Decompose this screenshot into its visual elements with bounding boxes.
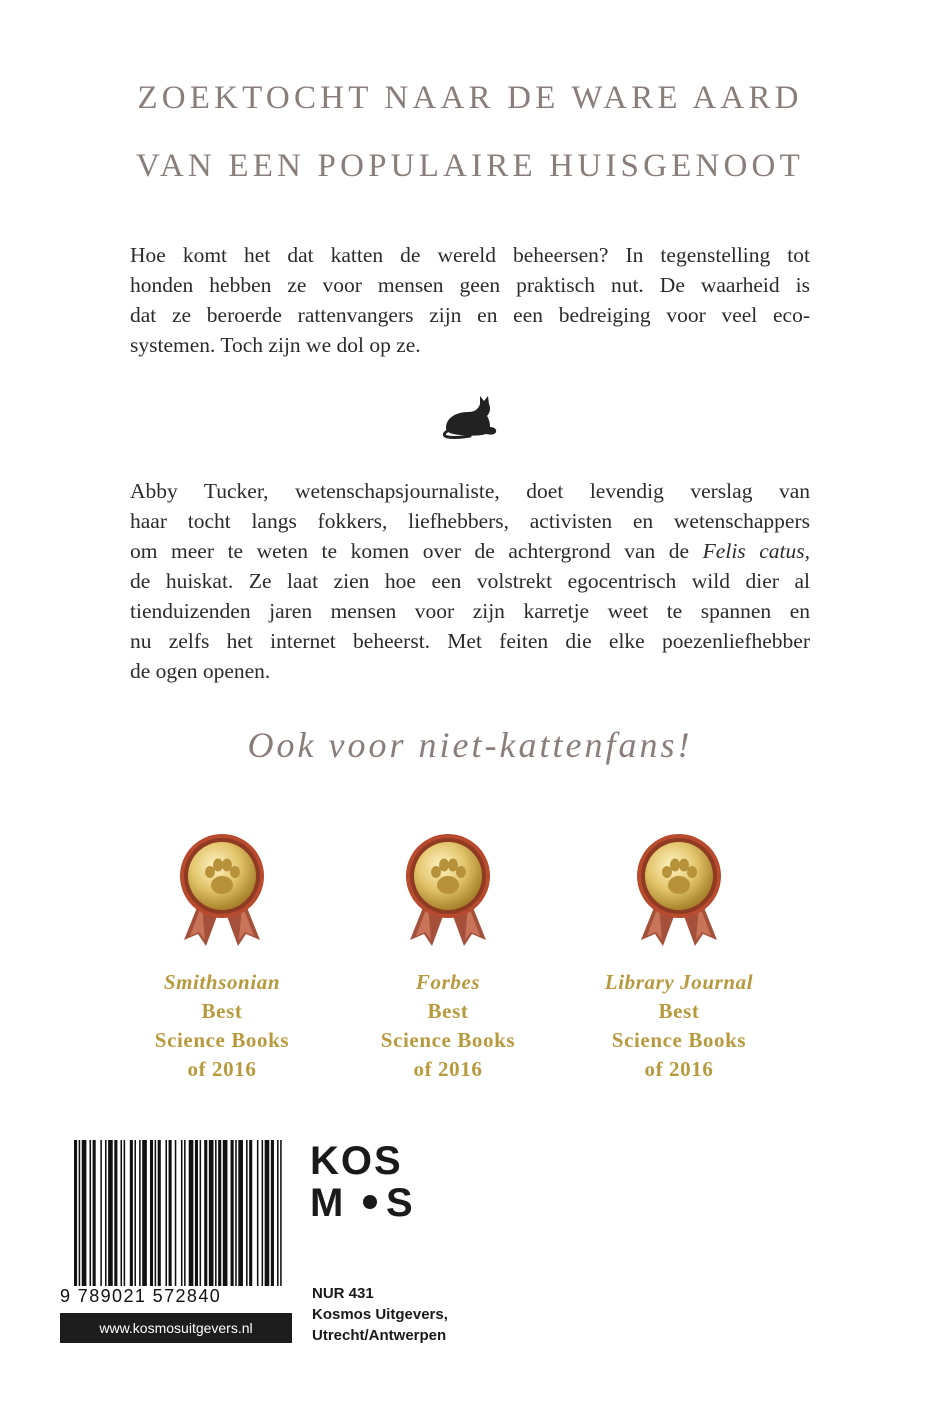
barcode-bar: [130, 1140, 133, 1292]
award-source: Smithsonian: [163, 970, 281, 994]
award-source: Forbes: [415, 970, 481, 994]
headline-line-2: VAN EEN POPULAIRE HUISGENOOT: [136, 148, 804, 184]
description-line: Abby Tucker, wetenschapsjournaliste, doet levendig verslag van: [130, 479, 810, 503]
barcode-bar: [262, 1140, 264, 1292]
award-line: Best: [201, 999, 243, 1023]
latin-name: Felis catus,: [702, 539, 810, 563]
barcode-bar: [82, 1140, 87, 1292]
description-line: tienduizenden jaren mensen voor zijn karretje weet te spannen en: [130, 599, 810, 623]
description-paragraph: [130, 476, 810, 686]
description-line: de huiskat. Ze laat zien hoe een volstrekt egocentrisch wild dier al: [130, 569, 810, 593]
barcode-bar: [139, 1140, 141, 1292]
kosmos-logo: [310, 1140, 422, 1220]
barcode-bar: [158, 1140, 161, 1292]
award-line: Science Books: [380, 1028, 516, 1052]
barcode-bar: [218, 1140, 221, 1292]
logo-row-2-right: S: [386, 1181, 413, 1220]
headline-line-1: ZOEKTOCHT NAAR DE WARE AARD: [137, 80, 803, 116]
barcode-bar: [79, 1140, 81, 1292]
award-smithsonian: [102, 830, 342, 1084]
intro-line: Hoe komt het dat katten de wereld beheersen? In tegenstelling tot: [130, 243, 810, 267]
logo-dot: [363, 1195, 377, 1209]
barcode-bar: [235, 1140, 237, 1292]
barcode-bar: [121, 1140, 123, 1292]
award-line: Science Books: [154, 1028, 290, 1052]
barcode-bar: [150, 1140, 153, 1292]
description-line-text: om meer te weten te komen over de achtergrond van de: [130, 539, 703, 563]
barcode-bar: [200, 1140, 202, 1292]
description-line: de ogen openen.: [130, 659, 271, 683]
barcode: [60, 1140, 292, 1310]
logo-row-2-left: M: [310, 1181, 344, 1220]
barcode-bar: [209, 1140, 214, 1292]
award-line: Science Books: [611, 1028, 747, 1052]
award-line: of 2016: [187, 1057, 257, 1081]
award-source: Library Journal: [604, 970, 754, 994]
description-line: [130, 536, 810, 566]
imprint: [312, 1283, 448, 1346]
intro-paragraph: [130, 240, 810, 360]
paw-medal-icon: [398, 830, 498, 950]
barcode-bar: [189, 1140, 194, 1292]
barcode-bar: [142, 1140, 147, 1292]
barcode-bar: [124, 1140, 126, 1292]
barcode-digits: 9 789021 572840: [60, 1286, 292, 1307]
publisher-name: Kosmos Uitgevers,: [312, 1306, 448, 1323]
barcode-bar: [90, 1140, 92, 1292]
barcode-bar: [155, 1140, 157, 1292]
barcode-bar: [175, 1140, 177, 1292]
intro-line: honden hebben ze voor mensen geen praktisch nut. De waarheid is: [130, 273, 810, 297]
barcode-bar: [169, 1140, 172, 1292]
barcode-bar: [114, 1140, 117, 1292]
barcode-bar: [100, 1140, 102, 1292]
paw-medal-icon: [629, 830, 729, 950]
barcode-bar: [184, 1140, 186, 1292]
barcode-bar: [195, 1140, 198, 1292]
description-line: haar tocht langs fokkers, liefhebbers, activisten en wetenschappers: [130, 509, 810, 533]
barcode-bar: [204, 1140, 207, 1292]
barcode-bar: [181, 1140, 183, 1292]
barcode-bar: [134, 1140, 136, 1292]
award-line: Best: [427, 999, 469, 1023]
website-url: www.kosmosuitgevers.nl: [60, 1313, 292, 1343]
paw-medal-icon: [172, 830, 272, 950]
barcode-bar: [280, 1140, 282, 1292]
barcode-bar: [277, 1140, 279, 1292]
barcode-bar: [108, 1140, 113, 1292]
barcode-bar: [231, 1140, 234, 1292]
barcode-bar: [271, 1140, 274, 1292]
barcode-bar: [257, 1140, 259, 1292]
intro-line: systemen. Toch zijn we dol op ze.: [130, 333, 421, 357]
cat-silhouette-icon: [440, 392, 500, 440]
tagline: Ook voor niet-kattenfans!: [247, 725, 693, 765]
barcode-bar: [223, 1140, 228, 1292]
barcode-bar: [238, 1140, 243, 1292]
barcode-bar: [215, 1140, 217, 1292]
barcode-bar: [246, 1140, 248, 1292]
intro-line: dat ze beroerde rattenvangers zijn en een bedreiging voor veel eco-: [130, 303, 810, 327]
award-line: Best: [658, 999, 700, 1023]
barcode-bar: [74, 1140, 77, 1292]
barcode-bar: [105, 1140, 107, 1292]
award-forbes: [328, 830, 568, 1084]
publisher-city: Utrecht/Antwerpen: [312, 1327, 447, 1344]
barcode-bar: [165, 1140, 167, 1292]
award-line: of 2016: [413, 1057, 483, 1081]
barcode-bar: [249, 1140, 252, 1292]
award-library-journal: [559, 830, 799, 1084]
logo-row-1: KOS: [310, 1140, 403, 1183]
description-line: nu zelfs het internet beheerst. Met feiten die elke poezenliefhebber: [130, 629, 810, 653]
barcode-bar: [93, 1140, 96, 1292]
nur-code: NUR 431: [312, 1285, 374, 1302]
barcode-bar: [265, 1140, 270, 1292]
award-line: of 2016: [644, 1057, 714, 1081]
